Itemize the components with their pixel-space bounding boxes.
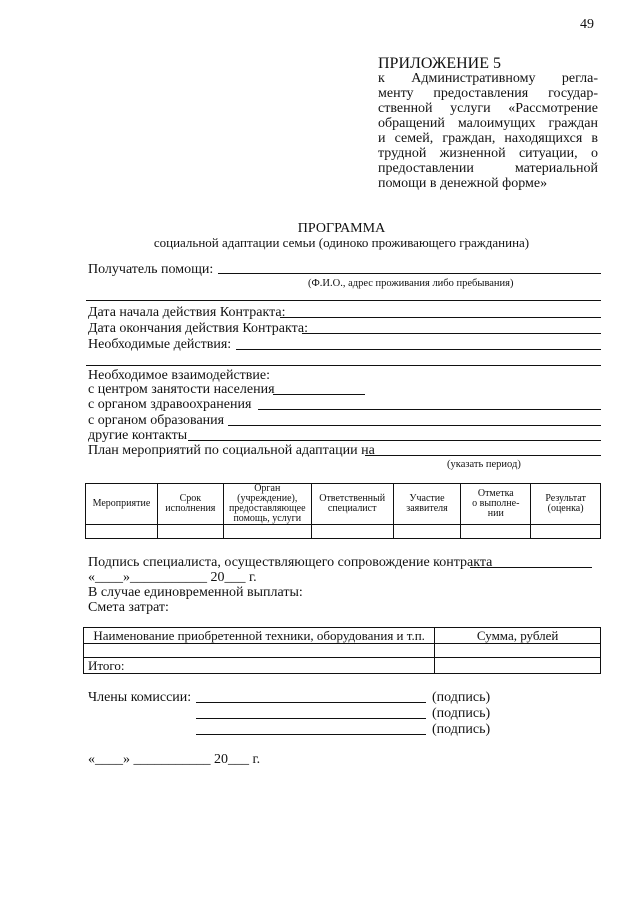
contract-start-label: Дата начала действия Контракта: [88,305,286,320]
commission-signature-field[interactable] [196,734,426,735]
header-result: Результат (оценка) [531,484,601,525]
contract-end-field[interactable] [302,333,601,334]
employment-field[interactable] [273,394,365,395]
cost-table [83,627,601,674]
recipient-label: Получатель помощи: [88,262,214,277]
health-field[interactable] [258,409,601,410]
appendix-line: и семей, граждан, находящихся в [378,131,598,146]
appendix-line: к Административному регла- [378,71,598,86]
signature-hint: (подпись) [432,706,491,721]
plan-table [85,483,601,539]
table-row[interactable] [86,525,601,539]
plan-label: План мероприятий по социальной адаптации на [88,443,375,458]
contract-start-field[interactable] [280,317,601,318]
appendix-line: обращений малоимущих граждан [378,116,598,131]
actions-label: Необходимые действия: [88,337,232,352]
signature-hint: (подпись) [432,722,491,737]
recipient-hint: (Ф.И.О., адрес проживания либо пребывания) [308,278,514,289]
plan-period-field[interactable] [365,455,601,456]
signature-hint: (подпись) [432,690,491,705]
table-cell[interactable] [393,525,461,539]
header-item-name: Наименование приобретенной техники, оборудования и т.п. [84,628,435,644]
actions-field[interactable] [236,349,601,350]
health-label: с органом здравоохранения [88,397,252,412]
table-cell[interactable] [157,525,223,539]
appendix-line: менту предоставления государ- [378,86,598,101]
header-sum: Сумма, рублей [435,628,601,644]
actions-field-extra[interactable] [86,365,601,366]
header-participation: Участие заявителя [393,484,461,525]
page-number: 49 [580,17,594,32]
recipient-field[interactable] [218,273,601,274]
one-time-payment-label: В случае единовременной выплаты: [88,585,303,600]
specialist-signature-field[interactable] [470,567,592,568]
header-specialist: Ответственный специалист [311,484,393,525]
table-cell[interactable] [223,525,311,539]
table-cell[interactable] [531,525,601,539]
commission-date: «____» ___________ 20___ г. [88,752,261,767]
header-activity: Мероприятие [86,484,158,525]
table-cell[interactable] [84,644,435,658]
education-label: с органом образования [88,413,225,428]
recipient-field-extra[interactable] [86,300,601,301]
program-subtitle: социальной адаптации семьи (одиноко проживающего гражданина) [153,235,530,250]
total-row[interactable] [84,658,601,674]
commission-signature-field[interactable] [196,718,426,719]
other-contacts-label: другие контакты [88,428,188,443]
appendix-line: ственной услуги «Рассмотрение [378,101,598,116]
table-cell[interactable] [86,525,158,539]
plan-period-hint: (указать период) [447,459,521,470]
signature-date: «____»___________ 20___ г. [88,570,257,585]
total-label: Итого: [84,658,435,674]
appendix-heading: ПРИЛОЖЕНИЕ 5 [378,55,502,72]
table-cell[interactable] [461,525,531,539]
commission-signature-field[interactable] [196,702,426,703]
header-deadline: Срок исполнения [157,484,223,525]
commission-label: Члены комиссии: [88,690,192,705]
appendix-line: предоставлении материальной [378,161,598,176]
specialist-signature-label: Подпись специалиста, осуществляющего сопровождение контракта [88,555,493,570]
other-contacts-field[interactable] [188,440,601,441]
contract-end-label: Дата окончания действия Контракта: [88,321,309,336]
cost-table-header [84,628,601,644]
table-row[interactable] [84,644,601,658]
cost-estimate-label: Смета затрат: [88,600,169,615]
table-cell[interactable] [435,644,601,658]
appendix-line: трудной жизненной ситуации, о [378,146,598,161]
table-cell[interactable] [311,525,393,539]
plan-table-header [86,484,601,525]
appendix-reference [378,71,598,191]
header-completion-mark: Отметка о выполне- нии [461,484,531,525]
employment-label: с центром занятости населения [88,382,275,397]
total-sum-cell[interactable] [435,658,601,674]
header-organization: Орган (учреждение), предоставляющее помощь, услуги [223,484,311,525]
program-title: ПРОГРАММА [297,221,386,236]
education-field[interactable] [228,425,601,426]
appendix-line: помощи в денежной форме» [378,176,548,191]
interaction-label: Необходимое взаимодействие: [88,368,271,383]
